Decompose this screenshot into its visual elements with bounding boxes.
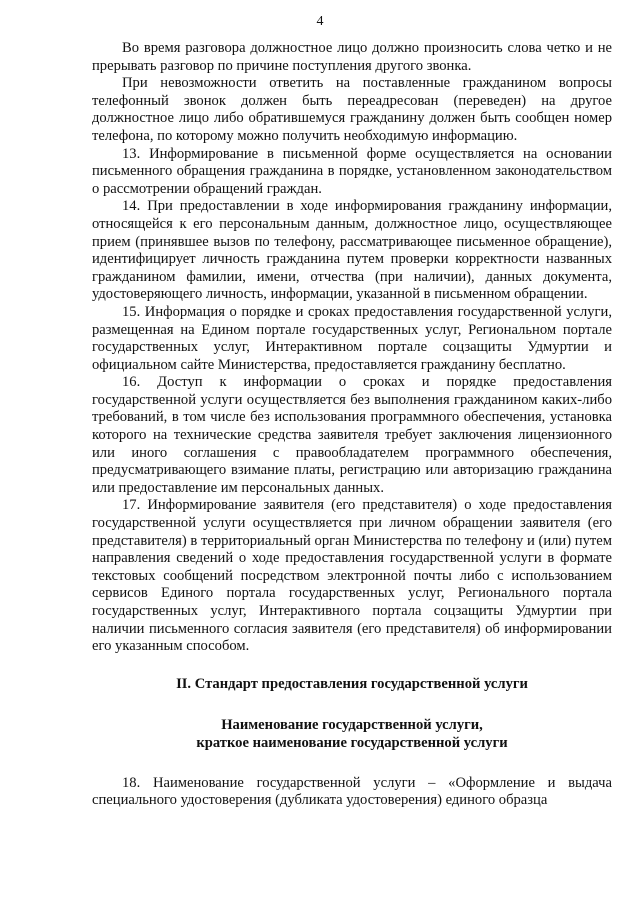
sub-heading-line-2: краткое наименование государственной услуги bbox=[196, 734, 508, 751]
section-heading: II. Стандарт предоставления государственной услуги bbox=[176, 675, 528, 692]
paragraph-13: 13. Информирование в письменной форме осуществляется на основании письменного обращения гражданина в порядке, установленном законодательством о рассмотрении обращений граждан. bbox=[92, 145, 612, 197]
paragraph-14: 14. При предоставлении в ходе информирования гражданину информации, относящейся к его персональным данным, должностное лицо, осуществляющее прием (принявшее вызов по телефону, рассматривающее письменное обращение), идентифицирует личность гражданина путем проверки корректности названных гражданином фамилии, имени, отчества (при наличии), данных документа, удостоверяющего личность, информации, указанной в письменном обращении. bbox=[92, 198, 612, 303]
paragraph-17: 17. Информирование заявителя (его представителя) о ходе предоставления государственной услуги осуществляется при личном обращении заявителя (его представителя) в территориальный орган Министерства по телефону и (или) путем направления сведений о ходе предоставления государственной услуги в формате текстовых сообщений посредством электронной почты либо с использованием сервисов Единого портала государственных услуг, Регионального портала государственных услуг, Интерактивного портала соцзащиты Удмуртии при наличии письменного согласия заявителя (его представителя) об информировании его указанным способом. bbox=[92, 497, 612, 655]
paragraph-16: 16. Доступ к информации о сроках и порядке предоставления государственной услуги осуществляется без выполнения гражданином каких-либо требований, в том числе без использования программного обеспечения, установка которого на технические средства заявителя требует заключения лицензионного или иного соглашения с правообладателем программного обеспечения, предусматривающего взимание платы, регистрацию или авторизацию гражданина или предоставление им персональных данных. bbox=[92, 374, 612, 496]
paragraph-15: 15. Информация о порядке и сроках предоставления государственной услуги, размещенная на Едином портале государственных услуг, Региональном портале государственных услуг, Интерактивном портале соцзащиты Удмуртии и официальном сайте Министерства, предоставляется гражданину бесплатно. bbox=[92, 303, 612, 373]
paragraph-phone-conversation: Во время разговора должностное лицо должно произносить слова четко и не прерывать разговор по причине поступления другого звонка. bbox=[92, 40, 612, 74]
paragraph-call-redirect: При невозможности ответить на поставленные гражданином вопросы телефонный звонок должен быть переадресован (переведен) на другое должностное лицо либо обратившемуся гражданину должен быть сообщен номер телефона, по которому можно получить необходимую информацию. bbox=[92, 75, 612, 144]
page-number: 4 bbox=[316, 14, 324, 29]
document-body bbox=[92, 40, 612, 810]
sub-heading bbox=[92, 717, 612, 752]
sub-heading-line-1: Наименование государственной услуги, bbox=[221, 717, 483, 734]
paragraph-18: 18. Наименование государственной услуги – «Оформление и выдача специального удостоверения (дубликата удостоверения) единого образца bbox=[92, 774, 612, 809]
